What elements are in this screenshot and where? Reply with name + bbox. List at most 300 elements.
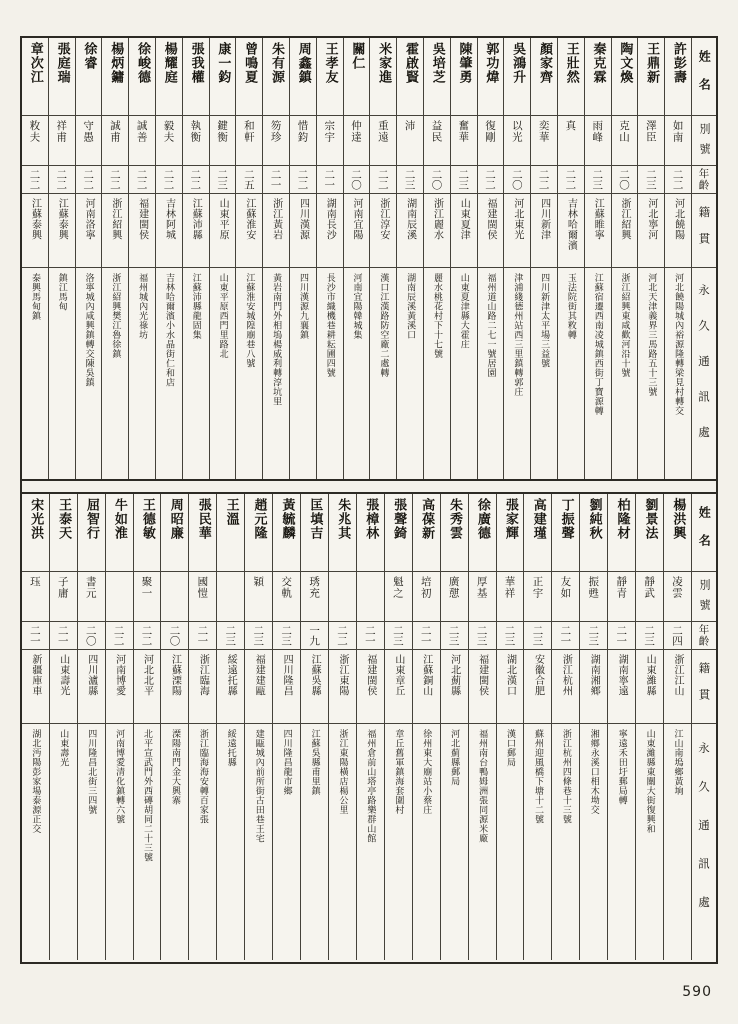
- entry-age: 二二: [558, 166, 584, 194]
- entry-name: 朱兆其: [329, 494, 356, 572]
- entry-age: 二〇: [612, 166, 638, 194]
- entry-age: 二三: [273, 622, 300, 650]
- entry-origin: 浙江杭州: [552, 650, 579, 724]
- entry-name: 趙元隆: [245, 494, 272, 572]
- entry-column: [523, 494, 551, 960]
- entry-name: 曾鳴夏: [236, 38, 262, 116]
- entry-name: 吳培芝: [424, 38, 450, 116]
- entry-origin: 四川隆昌: [273, 650, 300, 724]
- entry-origin: 四川漢源: [290, 194, 316, 268]
- entry-name: 徐峻德: [129, 38, 155, 116]
- entry-column: [468, 494, 496, 960]
- entry-address: 建甌城內前所街古田巷王宅: [253, 729, 264, 843]
- entry-column: [611, 38, 638, 479]
- entry-address: 吉林哈爾濱小水晶街仁和店: [163, 273, 174, 387]
- entry-column: [343, 38, 370, 479]
- entry-column: [49, 494, 77, 960]
- entry-age: 二一: [357, 622, 384, 650]
- entry-address: 山東夏津縣大霍庄: [458, 273, 469, 349]
- entry-alias: 笏珍: [263, 116, 289, 166]
- entry-age: 二〇: [344, 166, 370, 194]
- entry-alias: 沛: [397, 116, 423, 166]
- entry-name: 顏家齊: [531, 38, 557, 116]
- entry-alias: 珏: [22, 572, 49, 622]
- entry-name: 黃毓麟: [273, 494, 300, 572]
- entry-address: 河北饒陽城內裕源隆轉梁見村轉交: [673, 273, 684, 416]
- entry-column: [579, 494, 607, 960]
- entry-column: [635, 494, 663, 960]
- entry-origin: 浙江黃岩: [263, 194, 289, 268]
- entry-origin: 福建建甌: [245, 650, 272, 724]
- entry-origin: 河北饒陽: [665, 194, 691, 268]
- header-address-label: 永久通訊處: [697, 284, 711, 462]
- entry-address: 河南宜陽韓城集: [351, 273, 362, 340]
- entry-address: 蘇州迎風橋下塘十二號: [532, 729, 543, 824]
- entry-age: 二二: [665, 166, 691, 194]
- entry-address: 河北天津義界三馬路五十三號: [646, 273, 657, 397]
- entry-address: 四川新津太平場三益號: [539, 273, 550, 368]
- header-age-label: 年齡: [692, 166, 716, 194]
- entry-address: 漢口郵局: [505, 729, 516, 767]
- entry-origin: 浙江紹興: [612, 194, 638, 268]
- entry-name: 朱秀雲: [441, 494, 468, 572]
- entry-name: 康一鈞: [210, 38, 236, 116]
- entry-origin: 福建閩侯: [357, 650, 384, 724]
- entry-alias: 和軒: [236, 116, 262, 166]
- entry-column: [22, 38, 48, 479]
- entry-origin: 四川瀘縣: [78, 650, 105, 724]
- entry-age: 二二: [22, 166, 48, 194]
- entry-name: 章次江: [22, 38, 48, 116]
- entry-address: 溧陽南門金大興寨: [169, 729, 180, 805]
- directory-section-bottom: [22, 492, 716, 960]
- entry-origin: 河北薊縣: [441, 650, 468, 724]
- entry-column: [384, 494, 412, 960]
- entry-origin: 安徽合肥: [524, 650, 551, 724]
- entry-column: [133, 494, 161, 960]
- entry-column: [423, 38, 450, 479]
- entry-column: [48, 38, 75, 479]
- entry-name: 高建瑾: [524, 494, 551, 572]
- entry-alias: 毅夫: [156, 116, 182, 166]
- entry-name: 楊洪興: [664, 494, 691, 572]
- entry-name: 秦克霖: [585, 38, 611, 116]
- entry-alias: 敉夫: [22, 116, 48, 166]
- entry-age: 二二: [49, 166, 75, 194]
- entry-column: [300, 494, 328, 960]
- entry-name: 張我權: [183, 38, 209, 116]
- entry-alias: [217, 572, 244, 622]
- entry-origin: 浙江臨海: [189, 650, 216, 724]
- entry-origin: 山東夏津: [451, 194, 477, 268]
- entry-age: 二三: [585, 166, 611, 194]
- entry-alias: 重遠: [370, 116, 396, 166]
- entry-name: 丁振聲: [552, 494, 579, 572]
- entry-column: [637, 38, 664, 479]
- entry-alias: 靜武: [636, 572, 663, 622]
- entry-origin: 福建閩侯: [469, 650, 496, 724]
- entry-column: [216, 494, 244, 960]
- entry-origin: 吉林哈爾濱: [558, 194, 584, 268]
- entry-name: 劉景法: [636, 494, 663, 572]
- entry-address: 江蘇沛縣龍固集: [190, 273, 201, 340]
- entry-age: 二三: [210, 166, 236, 194]
- entry-alias: 守愚: [76, 116, 102, 166]
- entry-address: 四川隆昌龍市鄉: [281, 729, 292, 796]
- entry-age: 二二: [76, 166, 102, 194]
- entry-alias: 誠甫: [102, 116, 128, 166]
- entry-alias: 靜青: [608, 572, 635, 622]
- entry-origin: 浙江淳安: [370, 194, 396, 268]
- entry-address: 山東壽光: [58, 729, 69, 767]
- entry-age: 二一: [552, 622, 579, 650]
- entry-origin: 江蘇睢寧: [585, 194, 611, 268]
- entry-origin: 浙江麗水: [424, 194, 450, 268]
- entry-alias: 書元: [78, 572, 105, 622]
- entry-alias: 華祥: [497, 572, 524, 622]
- entry-age: 二二: [329, 622, 356, 650]
- entry-column: [356, 494, 384, 960]
- entry-origin: 四川新津: [531, 194, 557, 268]
- entry-age: 二三: [245, 622, 272, 650]
- entry-age: 二二: [102, 166, 128, 194]
- entry-age: 二三: [385, 622, 412, 650]
- entry-name: 張樟林: [357, 494, 384, 572]
- entry-name: 郭功煒: [478, 38, 504, 116]
- entry-column: [289, 38, 316, 479]
- entry-address: 北平宣武門外西磚胡同二十三號: [142, 729, 153, 862]
- entry-address: 山東濰縣東關大街復興和: [644, 729, 655, 834]
- entry-address: 福州城內光祿坊: [137, 273, 148, 340]
- entry-origin: 湖北漢口: [497, 650, 524, 724]
- entry-name: 張家輝: [497, 494, 524, 572]
- entry-origin: 湖南湘鄉: [580, 650, 607, 724]
- entry-address: 河南博愛清化鎮轉六號: [114, 729, 125, 824]
- entry-alias: 奮華: [451, 116, 477, 166]
- entry-origin: 江蘇泰興: [22, 194, 48, 268]
- entry-name: 王德敏: [134, 494, 161, 572]
- entry-age: 二三: [397, 166, 423, 194]
- entry-age: 二一: [50, 622, 77, 650]
- entry-age: 二三: [217, 622, 244, 650]
- entry-age: 二二: [370, 166, 396, 194]
- entry-origin: 湖南寧遠: [608, 650, 635, 724]
- entry-age: 二三: [636, 622, 663, 650]
- entry-column: [557, 38, 584, 479]
- entry-name: 王孝友: [317, 38, 343, 116]
- entry-alias: 益民: [424, 116, 450, 166]
- entry-name: 宋光洪: [22, 494, 49, 572]
- entry-column: [316, 38, 343, 479]
- entry-age: 二五: [236, 166, 262, 194]
- entry-name: 匡填吉: [301, 494, 328, 572]
- entry-origin: 福建閩侯: [478, 194, 504, 268]
- entry-column: [440, 494, 468, 960]
- entry-column: [128, 38, 155, 479]
- header-origin-label: 籍貫: [692, 650, 716, 724]
- entry-column: [75, 38, 102, 479]
- entry-alias: 友如: [552, 572, 579, 622]
- entry-age: 二三: [638, 166, 664, 194]
- entry-age: 二一: [608, 622, 635, 650]
- entry-alias: 培初: [413, 572, 440, 622]
- entry-column: [663, 494, 691, 960]
- entry-name: 柏隆材: [608, 494, 635, 572]
- entry-age: 二二: [478, 166, 504, 194]
- entry-origin: 吉林阿城: [156, 194, 182, 268]
- entry-address: 浙江紹興東咸歡河沿十號: [619, 273, 630, 378]
- entry-origin: 江蘇吳縣: [301, 650, 328, 724]
- entry-address: 河北薊縣郵局: [449, 729, 460, 786]
- entry-address: 黃岩南門外相塢楊威利轉淳坑里: [271, 273, 282, 406]
- header-column: [691, 494, 716, 960]
- entry-alias: 克山: [612, 116, 638, 166]
- entry-address: 四川隆昌北街三四號: [86, 729, 97, 815]
- entry-alias: 魁之: [385, 572, 412, 622]
- entry-column: [209, 38, 236, 479]
- entry-name: 王鼎新: [638, 38, 664, 116]
- page-number: 590: [682, 984, 712, 1000]
- entry-address: 寧遠禾田圩郵局轉: [616, 729, 627, 805]
- entry-age: 二二: [129, 166, 155, 194]
- entry-alias: 宗宇: [317, 116, 343, 166]
- entry-address: 浙江紹興樊江魯徐鎮: [110, 273, 121, 359]
- entry-origin: 河南宜陽: [344, 194, 370, 268]
- entry-address: 湖北沔陽彭家場泰源正交: [30, 729, 41, 834]
- entry-alias: [357, 572, 384, 622]
- entry-alias: 子庸: [50, 572, 77, 622]
- entry-address: 江山南塢鄉黃垧: [672, 729, 683, 796]
- entry-alias: 仲達: [344, 116, 370, 166]
- entry-age: 二〇: [504, 166, 530, 194]
- entry-age: 二三: [469, 622, 496, 650]
- entry-alias: 澤臣: [638, 116, 664, 166]
- entry-alias: 雨峰: [585, 116, 611, 166]
- entry-column: [244, 494, 272, 960]
- entry-origin: 浙江江山: [664, 650, 691, 724]
- entry-name: 張民華: [189, 494, 216, 572]
- entry-age: 二二: [290, 166, 316, 194]
- entry-name: 朱有源: [263, 38, 289, 116]
- header-origin-label: 籍貫: [692, 194, 716, 268]
- entry-age: 一九: [301, 622, 328, 650]
- entry-origin: 福建閩侯: [129, 194, 155, 268]
- entry-name: 徐睿: [76, 38, 102, 116]
- entry-age: 二三: [580, 622, 607, 650]
- entry-origin: 江蘇泰興: [49, 194, 75, 268]
- entry-origin: 江蘇淮安: [236, 194, 262, 268]
- entry-address: 徐州東大廟站小蔡庄: [421, 729, 432, 815]
- entry-age: 二二: [134, 622, 161, 650]
- entry-origin: 江蘇銅山: [413, 650, 440, 724]
- entry-name: 張庭瑞: [49, 38, 75, 116]
- entry-address: 山東平原西門里路北: [217, 273, 228, 359]
- entry-column: [262, 38, 289, 479]
- entry-address: 漢口江漢路防空廠二處轉: [378, 273, 389, 378]
- entry-alias: 復剛: [478, 116, 504, 166]
- entry-name: 張聲錡: [385, 494, 412, 572]
- entry-column: [101, 38, 128, 479]
- entry-address: 浙江杭州四條巷十三號: [560, 729, 571, 824]
- entry-name: 周鑫鎮: [290, 38, 316, 116]
- entry-origin: 浙江東陽: [329, 650, 356, 724]
- entry-column: [328, 494, 356, 960]
- entry-alias: 惜鈞: [290, 116, 316, 166]
- entry-column: [503, 38, 530, 479]
- entry-address: 福州道山路二七一號居園: [485, 273, 496, 378]
- entry-age: 二〇: [78, 622, 105, 650]
- entry-alias: 鍵衡: [210, 116, 236, 166]
- entry-name: 劉純秋: [580, 494, 607, 572]
- entry-alias: 凌雲: [664, 572, 691, 622]
- entry-address: 浙江東陽橫店楊公里: [337, 729, 348, 815]
- entry-alias: 以光: [504, 116, 530, 166]
- entry-alias: 正宇: [524, 572, 551, 622]
- entry-alias: 穎: [245, 572, 272, 622]
- entry-address: 鎮江馬甸: [56, 273, 67, 311]
- entry-age: 二〇: [424, 166, 450, 194]
- entry-origin: 山東濰縣: [636, 650, 663, 724]
- entry-name: 霍啟賢: [397, 38, 423, 116]
- entry-name: 吳鴻升: [504, 38, 530, 116]
- entry-address: 泰興馬甸鎮: [29, 273, 40, 321]
- entry-name: 屈智行: [78, 494, 105, 572]
- header-age-label: 年齡: [692, 622, 716, 650]
- entry-origin: 山東壽光: [50, 650, 77, 724]
- entry-origin: 河北北平: [134, 650, 161, 724]
- entry-origin: 綏遠托縣: [217, 650, 244, 724]
- entry-column: [396, 38, 423, 479]
- entry-origin: 山東章丘: [385, 650, 412, 724]
- entry-alias: 奕華: [531, 116, 557, 166]
- entry-age: 二二: [156, 166, 182, 194]
- entry-age: 二三: [497, 622, 524, 650]
- entry-column: [160, 494, 188, 960]
- entry-origin: 山東平原: [210, 194, 236, 268]
- entry-address: 章丘舊軍鎮海套圍村: [393, 729, 404, 815]
- entry-origin: 江蘇沛縣: [183, 194, 209, 268]
- entry-address: 福州南台鴨姆洲張同源米廠: [477, 729, 488, 843]
- entry-alias: 廣憇: [441, 572, 468, 622]
- directory-table: [20, 36, 718, 964]
- entry-age: 二一: [263, 166, 289, 194]
- entry-column: [496, 494, 524, 960]
- entry-name: 陳肇勇: [451, 38, 477, 116]
- entry-address: 長沙市織機巷耕耘圃四號: [324, 273, 335, 378]
- entry-name: 陶文煥: [612, 38, 638, 116]
- entry-address: 津浦綫德州站西三里鎮轉郭庄: [512, 273, 523, 397]
- entry-age: 二三: [451, 166, 477, 194]
- entry-alias: 交軌: [273, 572, 300, 622]
- entry-column: [530, 38, 557, 479]
- entry-alias: 祥甫: [49, 116, 75, 166]
- entry-alias: 國愷: [189, 572, 216, 622]
- entry-alias: 振甦: [580, 572, 607, 622]
- entry-age: 二一: [317, 166, 343, 194]
- entry-address: 四川漢源九襄鎮: [297, 273, 308, 340]
- entry-alias: 如南: [665, 116, 691, 166]
- entry-alias: [106, 572, 133, 622]
- entry-address: 玉法院街其敉轉: [565, 273, 576, 340]
- entry-age: 二一: [22, 622, 49, 650]
- entry-column: [22, 494, 49, 960]
- header-alias-label: 別號: [692, 572, 716, 622]
- entry-name: 牛如淮: [106, 494, 133, 572]
- entry-origin: 河北寧河: [638, 194, 664, 268]
- entry-age: 二三: [524, 622, 551, 650]
- entry-origin: 河南洛寧: [76, 194, 102, 268]
- entry-name: 許彭壽: [665, 38, 691, 116]
- entry-name: 關仁: [344, 38, 370, 116]
- header-name-label: 姓名: [692, 494, 716, 572]
- directory-section-top: [22, 38, 716, 481]
- entry-name: 徐廣德: [469, 494, 496, 572]
- entry-column: [105, 494, 133, 960]
- entry-column: [584, 38, 611, 479]
- entry-name: 周昭廉: [161, 494, 188, 572]
- entry-origin: 湖南長沙: [317, 194, 343, 268]
- entry-alias: 厚基: [469, 572, 496, 622]
- entry-alias: [161, 572, 188, 622]
- entry-column: [369, 38, 396, 479]
- entry-name: 楊耀庭: [156, 38, 182, 116]
- entry-address: 江蘇宿遷西南凌城鎮西街丁寶源轉: [592, 273, 603, 416]
- entry-origin: 河北東光: [504, 194, 530, 268]
- entry-column: [607, 494, 635, 960]
- entry-address: 江蘇吳縣甫里鎮: [309, 729, 320, 796]
- entry-address: 綏遠托縣: [225, 729, 236, 767]
- entry-address: 湘鄉永溪口相木坳交: [588, 729, 599, 815]
- entry-alias: 誠善: [129, 116, 155, 166]
- entry-column: [664, 38, 691, 479]
- entry-address: 福州倉前山塔亭路樂群山館: [365, 729, 376, 843]
- entry-column: [77, 494, 105, 960]
- entry-address: 湖南辰溪黃溪口: [405, 273, 416, 340]
- entry-column: [235, 38, 262, 479]
- entry-origin: 浙江紹興: [102, 194, 128, 268]
- entry-address: 江蘇淮安城隍廟巷八號: [244, 273, 255, 368]
- entry-column: [551, 494, 579, 960]
- entry-address: 洛寧城內咸興鎮轉交陳吳鎮: [83, 273, 94, 387]
- entry-name: 米家進: [370, 38, 396, 116]
- header-address-label: 永久通訊處: [697, 742, 711, 935]
- entry-origin: 江蘇溧陽: [161, 650, 188, 724]
- entry-alias: 真: [558, 116, 584, 166]
- entry-address: 麗水桃花村下十七號: [431, 273, 442, 359]
- header-name-label: 姓名: [692, 38, 716, 116]
- entry-alias: [329, 572, 356, 622]
- entry-address: 浙江臨海海安轉百家張: [197, 729, 208, 824]
- entry-age: 二二: [106, 622, 133, 650]
- entry-column: [182, 38, 209, 479]
- entry-age: 二四: [664, 622, 691, 650]
- entry-origin: 湖南辰溪: [397, 194, 423, 268]
- entry-alias: 聚一: [134, 572, 161, 622]
- entry-name: 楊炳鏞: [102, 38, 128, 116]
- entry-age: 二一: [189, 622, 216, 650]
- header-alias-label: 別號: [692, 116, 716, 166]
- entry-name: 王壯然: [558, 38, 584, 116]
- entry-column: [412, 494, 440, 960]
- entry-name: 高葆新: [413, 494, 440, 572]
- entry-origin: 新疆庫車: [22, 650, 49, 724]
- entry-column: [155, 38, 182, 479]
- entry-age: 二二: [531, 166, 557, 194]
- entry-column: [477, 38, 504, 479]
- entry-age: 二〇: [161, 622, 188, 650]
- entry-origin: 河南博愛: [106, 650, 133, 724]
- entry-age: 二三: [441, 622, 468, 650]
